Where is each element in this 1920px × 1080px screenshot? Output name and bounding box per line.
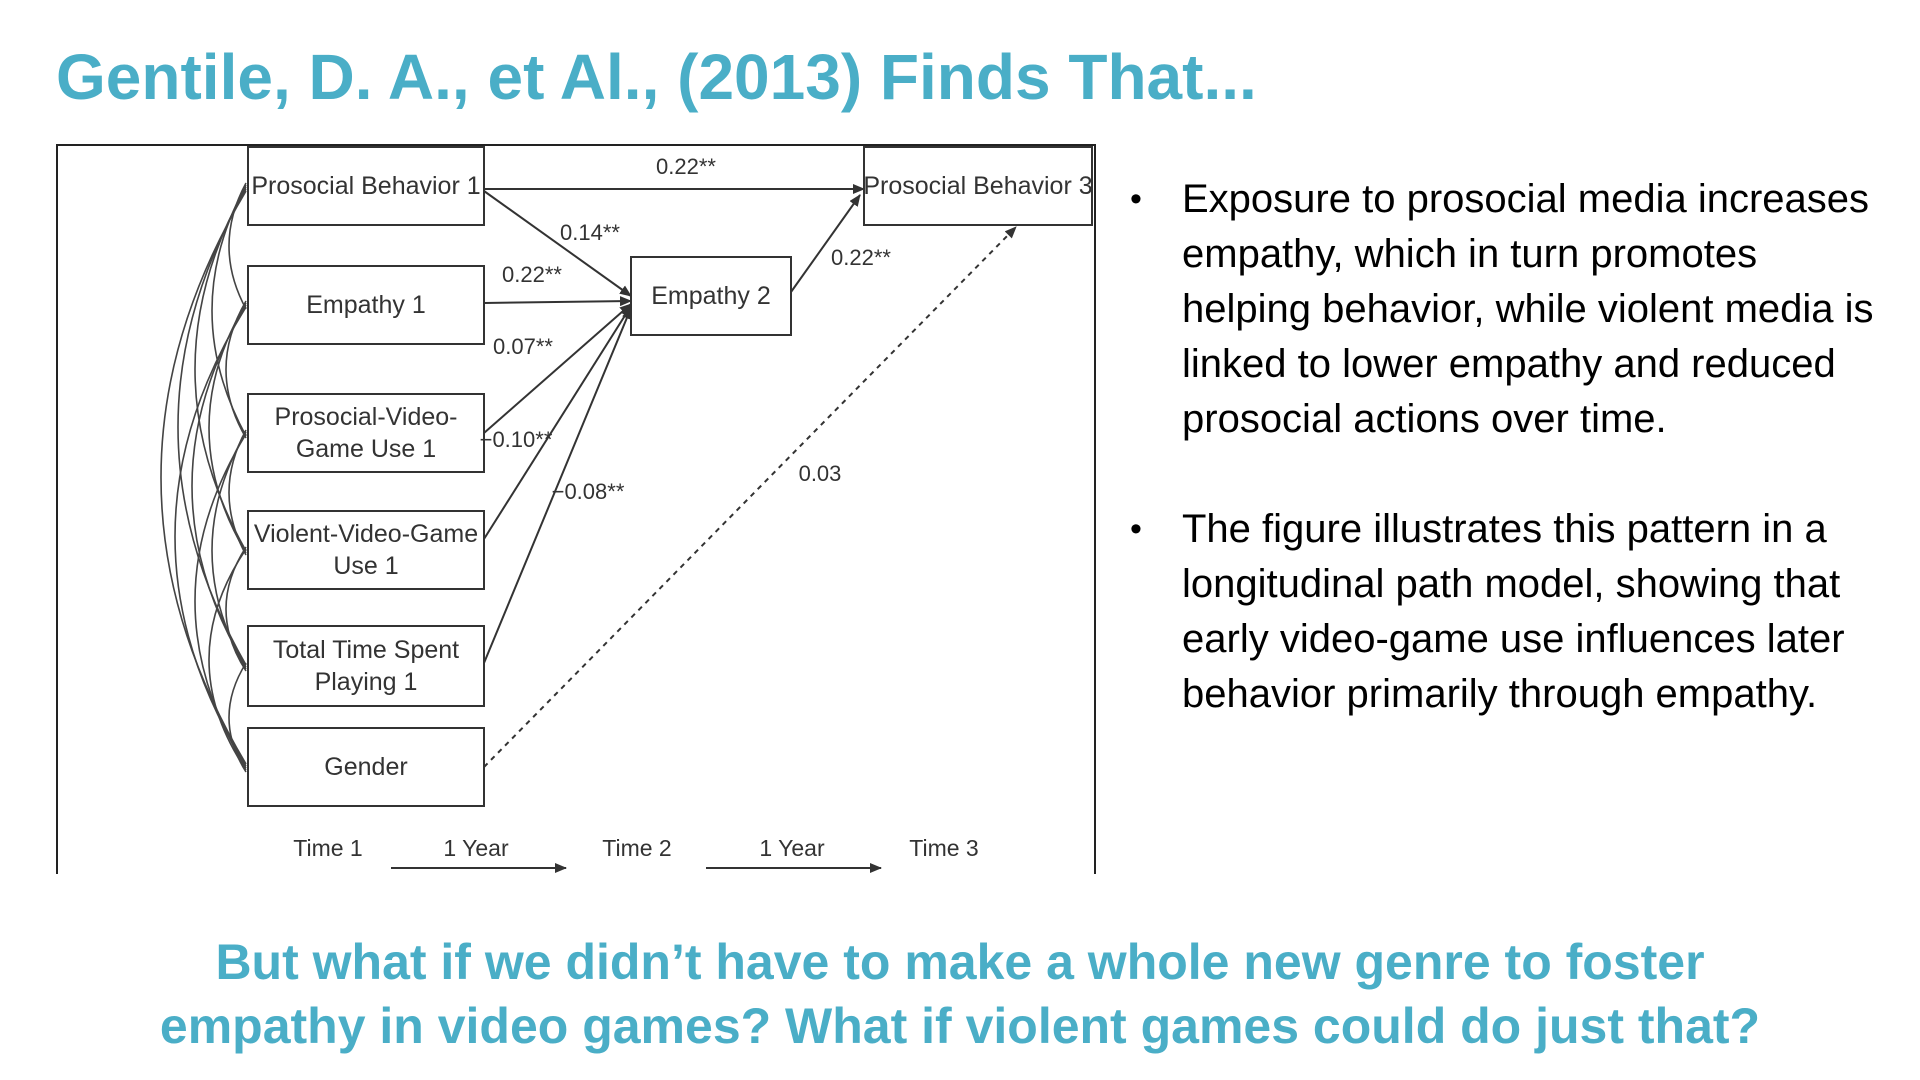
path-coefficient: −0.08** [551,479,625,504]
correlation-curve [195,434,246,768]
bullet-item [1130,172,1890,447]
path-coefficient: 0.22** [656,154,716,179]
correlation-curve [175,307,246,766]
path-coefficient: −0.10** [479,427,553,452]
bullet-item [1130,502,1890,722]
node-label: Empathy 1 [306,291,426,319]
path-arrow [791,195,860,292]
timeline-gap-label: 1 Year [443,835,509,861]
node-label: Gender [324,753,408,781]
node-label: Empathy 2 [651,282,771,310]
correlation-curve [229,663,246,772]
slide-title: Gentile, D. A., et Al., (2013) Finds That... [56,41,1257,113]
closing-question-line: But what if we didn’t have to make a whole new genre to foster [215,934,1705,990]
timeline-time2: Time 2 [602,835,672,861]
correlation-curve [178,189,246,665]
timeline-gap-label: 1 Year [759,835,825,861]
bullet-text: The figure illustrates this pattern in a longitudinal path model, showing that early video-game use influences later behavior primarily through empathy. [1182,507,1845,716]
path-coefficient: 0.03 [798,461,842,486]
node-label: Violent-Video-Game [253,520,479,548]
node-label: Prosocial Behavior 1 [251,172,481,200]
path-model-figure [56,144,1096,874]
path-coefficient: 0.07** [493,334,553,359]
node-label: Use 1 [333,552,399,580]
path-coefficient: 0.22** [831,245,891,270]
timeline-time1: Time 1 [293,835,363,861]
bullet-text: Exposure to prosocial media increases empathy, which in turn promotes helping behavior, while violent media is linked to lower empathy and reduced prosocial actions over time. [1182,177,1874,441]
path-model-diagram [56,144,1096,874]
bullet-dot: • [1130,180,1142,218]
node-label: Prosocial Behavior 3 [863,172,1093,200]
bullet-list [1130,172,1890,777]
path-coefficient: 0.22** [502,262,562,287]
path-arrow [484,304,631,433]
node-label: Total Time Spent [272,636,460,664]
bullet-dot: • [1130,510,1142,548]
node-label: Game Use 1 [295,435,437,463]
closing-question [0,930,1920,1058]
timeline-time3: Time 3 [909,835,979,861]
path-arrow [484,301,631,303]
path-coefficient: 0.14** [560,220,620,245]
node-label: Prosocial-Video- [274,403,458,431]
node-label: Playing 1 [314,668,418,696]
closing-question-line: empathy in video games? What if violent games could do just that? [159,998,1761,1054]
